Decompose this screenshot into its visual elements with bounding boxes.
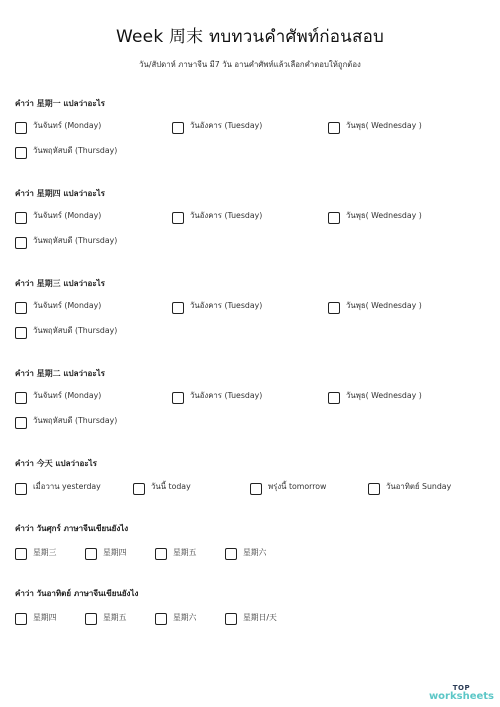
q4-option-4[interactable] [15,417,117,429]
q7-option-4[interactable] [225,613,277,625]
checkbox[interactable] [328,122,340,134]
checkbox[interactable] [15,122,27,134]
question-1-prompt: คำว่า 星期一 แปลว่าอะไร [15,99,105,108]
q3-option-2[interactable] [172,302,262,314]
option-label: พรุ่งนี้ tomorrow [268,482,327,491]
option-label: วันพุธ( Wednesday ) [346,301,422,310]
checkbox[interactable] [15,392,27,404]
option-label: วันพฤหัสบดี (Thursday) [33,416,118,425]
option-label: วันพุธ( Wednesday ) [346,391,422,400]
checkbox[interactable] [133,483,145,495]
option-label: วันจันทร์ (Monday) [33,121,102,130]
checkbox[interactable] [225,613,237,625]
option-label: วันจันทร์ (Monday) [33,391,102,400]
checkbox[interactable] [15,613,27,625]
q3-option-1[interactable] [15,302,101,314]
checkbox[interactable] [172,212,184,224]
q5-option-4[interactable] [368,483,451,495]
q4-option-3[interactable] [328,392,422,404]
question-5-prompt: คำว่า 今天 แปลว่าอะไร [15,459,97,468]
option-label: 星期六 [243,547,267,557]
page-title: Week 周末 ทบทวนคำศัพท์ก่อนสอบ [116,27,384,47]
q7-option-3[interactable] [155,613,196,625]
checkbox[interactable] [328,212,340,224]
checkbox[interactable] [15,212,27,224]
checkbox[interactable] [155,548,167,560]
checkbox[interactable] [250,483,262,495]
checkbox[interactable] [225,548,237,560]
q4-option-1[interactable] [15,392,101,404]
q6-option-3[interactable] [155,548,196,560]
q3-option-3[interactable] [328,302,422,314]
q6-option-4[interactable] [225,548,266,560]
q6-option-1[interactable] [15,548,56,560]
option-label: 星期五 [173,547,197,557]
topworksheets-logo [429,685,494,702]
checkbox[interactable] [15,417,27,429]
checkbox[interactable] [172,122,184,134]
q7-option-2[interactable] [85,613,126,625]
option-label: 星期日/天 [243,612,277,622]
q1-option-4[interactable] [15,147,117,159]
checkbox[interactable] [85,548,97,560]
logo-bottom-text: worksheets [428,691,494,702]
checkbox[interactable] [172,302,184,314]
option-label: วันพุธ( Wednesday ) [346,121,422,130]
checkbox[interactable] [15,483,27,495]
option-label: 星期四 [33,612,57,622]
option-label: วันจันทร์ (Monday) [33,211,102,220]
question-2-prompt: คำว่า 星期四 แปลว่าอะไร [15,189,105,198]
question-6-prompt: คำว่า วันศุกร์ ภาษาจีนเขียนยังไง [15,524,129,533]
option-label: 星期三 [33,547,57,557]
q1-option-1[interactable] [15,122,101,134]
option-label: 星期六 [173,612,197,622]
option-label: วันอังคาร (Tuesday) [190,391,263,400]
checkbox[interactable] [328,302,340,314]
checkbox[interactable] [15,237,27,249]
q6-option-2[interactable] [85,548,126,560]
q2-option-1[interactable] [15,212,101,224]
option-label: วันอังคาร (Tuesday) [190,211,263,220]
logo-top-text: TOP [452,684,471,692]
checkbox[interactable] [172,392,184,404]
checkbox[interactable] [328,392,340,404]
question-3-prompt: คำว่า 星期三 แปลว่าอะไร [15,279,105,288]
option-label: วันพฤหัสบดี (Thursday) [33,146,118,155]
question-4-prompt: คำว่า 星期二 แปลว่าอะไร [15,369,105,378]
q7-option-1[interactable] [15,613,56,625]
option-label: วันจันทร์ (Monday) [33,301,102,310]
option-label: เมื่อวาน yesterday [33,482,101,491]
instructions: วัน/สัปดาห์ ภาษาจีน มี7 วัน อานคำศัพท์แล้วเลือกคำตอบให้ถูกต้อง [139,60,361,69]
option-label: วันพฤหัสบดี (Thursday) [33,326,118,335]
checkbox[interactable] [15,327,27,339]
question-7-prompt: คำว่า วันอาทิตย์ ภาษาจีนเขียนยังไง [15,589,139,598]
q2-option-4[interactable] [15,237,117,249]
q3-option-4[interactable] [15,327,117,339]
checkbox[interactable] [15,548,27,560]
q5-option-2[interactable] [133,483,191,495]
q1-option-2[interactable] [172,122,262,134]
checkbox[interactable] [368,483,380,495]
q1-option-3[interactable] [328,122,422,134]
checkbox[interactable] [15,302,27,314]
option-label: วันอาทิตย์ Sunday [386,482,452,491]
q5-option-3[interactable] [250,483,326,495]
checkbox[interactable] [85,613,97,625]
option-label: วันอังคาร (Tuesday) [190,121,263,130]
option-label: วันอังคาร (Tuesday) [190,301,263,310]
option-label: 星期五 [103,612,127,622]
option-label: 星期四 [103,547,127,557]
checkbox[interactable] [155,613,167,625]
option-label: วันพฤหัสบดี (Thursday) [33,236,118,245]
option-label: วันพุธ( Wednesday ) [346,211,422,220]
q2-option-3[interactable] [328,212,422,224]
checkbox[interactable] [15,147,27,159]
q5-option-1[interactable] [15,483,101,495]
option-label: วันนี้ today [151,482,191,491]
q4-option-2[interactable] [172,392,262,404]
q2-option-2[interactable] [172,212,262,224]
